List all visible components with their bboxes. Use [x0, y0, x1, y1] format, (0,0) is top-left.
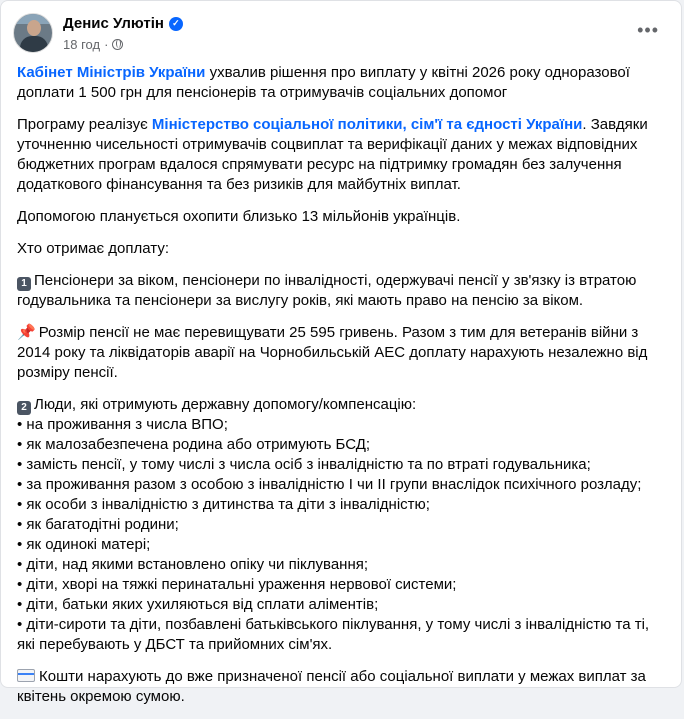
paragraph-8: Кошти нарахують до вже призначеної пенсії або соціальної виплати у межах виплат за квітень окремою сумою.	[17, 668, 646, 705]
recipients-list	[17, 395, 665, 655]
list-item: • як особи з інвалідністю з дитинства та діти з інвалідністю;	[17, 496, 430, 513]
credit-card-icon	[17, 669, 35, 682]
more-options-icon[interactable]: •••	[637, 20, 659, 40]
verified-badge-icon: ✓	[169, 17, 183, 31]
paragraph-4: Хто отримає доплату:	[17, 240, 169, 257]
globe-icon	[112, 39, 123, 50]
list-item: • за проживання разом з особою з інвалідністю I чи II групи внаслідок психічного розладу;	[17, 476, 642, 493]
list-item: • діти, батьки яких ухиляються від сплати аліментів;	[17, 596, 379, 613]
paragraph-5: 1 Пенсіонери за віком, пенсіонери по інвалідності, одержувачі пенсії у зв'язку із втратою годувальника та пенсіонери за вислугу років, які мають право на пенсію за віком.	[17, 272, 637, 309]
list-item: • як малозабезпечена родина або отримують БСД;	[17, 436, 371, 453]
list-item: • як багатодітні родини;	[17, 516, 179, 533]
list-item: • діти-сироти та діти, позбавлені батьківського піклування, у тому числі з інвалідністю та ті, які перебувають у ДБСТ та прийомних сім'ях.	[17, 616, 650, 653]
cabinet-link[interactable]: Кабінет Міністрів України	[17, 64, 206, 81]
paragraph-1: Кабінет Міністрів України ухвалив рішення про виплату у квітні 2026 року одноразової доплати 1 500 грн для пенсіонерів та отримувачів соціальних допомог	[17, 64, 630, 101]
paragraph-6: 📌 Розмір пенсії не має перевищувати 25 595 гривень. Разом з тим для ветеранів війни з 2014 року та ліквідаторів аварії на Чорнобильській АЕС доплату нарахують незалежно від розміру пенсії.	[17, 324, 648, 381]
ministry-link[interactable]: Міністерство соціальної політики, сім'ї та єдності України	[151, 116, 583, 133]
paragraph-2: Програму реалізує Міністерство соціальної політики, сім'ї та єдності України. Завдяки уточненню чисельності отримувачів соцвиплат та верифікації даних у межах відповідних бюджетних програм вдалося спрямувати ресурс на підтримку громадян без залучення додаткового фінансування та без ризиків для майбутніх виплат.	[17, 116, 648, 193]
author-row	[63, 15, 183, 32]
list-item: • на проживання з числа ВПО;	[17, 416, 228, 433]
post-time[interactable]: 18 год	[63, 37, 101, 52]
pushpin-icon: 📌	[17, 324, 36, 341]
post-header	[13, 13, 669, 57]
keycap-one-icon: 1	[17, 277, 31, 291]
keycap-two-icon: 2	[17, 401, 31, 415]
author-avatar[interactable]	[13, 13, 53, 53]
list-item: • як одинокі матері;	[17, 536, 151, 553]
author-name[interactable]: Денис Улютін	[63, 15, 164, 32]
post-meta: 18 год ·	[63, 37, 123, 52]
list-heading: 2 Люди, які отримують державну допомогу/компенсацію:	[17, 395, 665, 415]
paragraph-3: Допомогою планується охопити близько 13 мільйонів українців.	[17, 208, 461, 225]
list-item: • діти, хворі на тяжкі перинатальні ураження нервової системи;	[17, 576, 457, 593]
list-item: • замість пенсії, у тому числі з числа осіб з інвалідністю та по втраті годувальника;	[17, 456, 591, 473]
post-content	[17, 63, 665, 719]
list-item: • діти, над якими встановлено опіку чи піклування;	[17, 556, 369, 573]
